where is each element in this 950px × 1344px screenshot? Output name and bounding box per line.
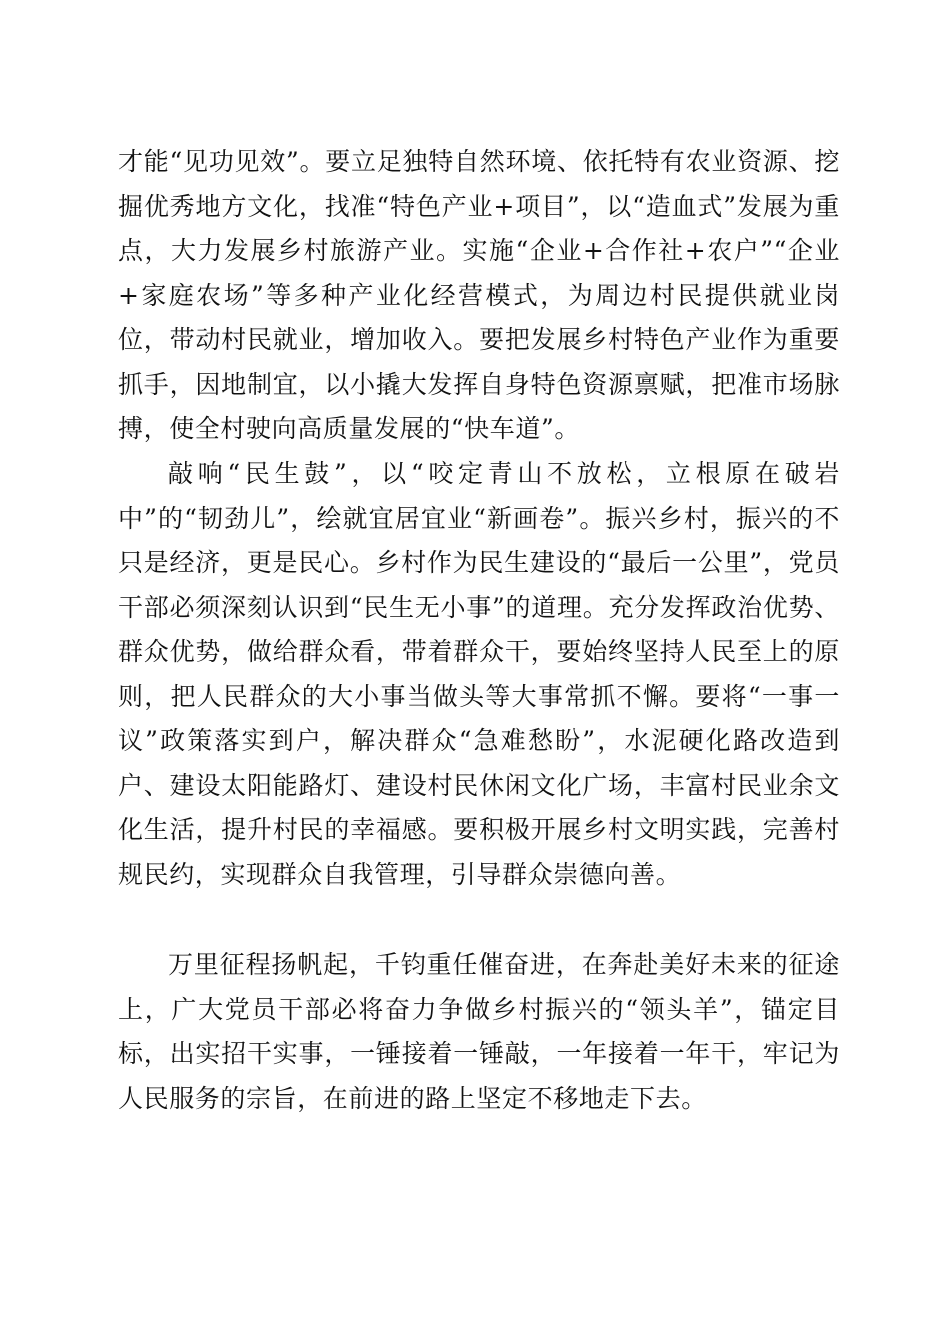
body-paragraph-1 <box>118 140 840 452</box>
paragraph-text: 万里征程扬帆起，千钧重任催奋进，在奔赴美好未来的征途上，广大党员干部必将奋力争做乡村振兴的“领头羊”，锚定目标，出实招干实事，一锤接着一锤敲，一年接着一年干，牢记为人民服务的宗旨，在前进的路上坚定不移地走下去。 <box>118 950 840 1113</box>
body-paragraph-2 <box>118 452 840 897</box>
paragraph-text: 才能“见功见效”。要立足独特自然环境、依托特有农业资源、挖掘优秀地方文化，找准“特色产业+项目”，以“造血式”发展为重点，大力发展乡村旅游产业。实施“企业+合作社+农户”“企业+家庭农场”等多种产业化经营模式，为周边村民提供就业岗位，带动村民就业，增加收入。要把发展乡村特色产业作为重要抓手，因地制宜，以小撬大发挥自身特色资源禀赋，把准市场脉搏，使全村驶向高质量发展的“快车道”。 <box>118 147 840 443</box>
body-paragraph-3 <box>118 943 840 1121</box>
paragraph-text: 敲响“民生鼓”，以“咬定青山不放松，立根原在破岩中”的“韧劲儿”，绘就宜居宜业“新画卷”。振兴乡村，振兴的不只是经济，更是民心。乡村作为民生建设的“最后一公里”，党员干部必须深刻认识到“民生无小事”的道理。充分发挥政治优势、群众优势，做给群众看，带着群众干，要始终坚持人民至上的原则，把人民群众的大小事当做头等大事常抓不懈。要将“一事一议”政策落实到户，解决群众“急难愁盼”，水泥硬化路改造到户、建设太阳能路灯、建设村民休闲文化广场，丰富村民业余文化生活，提升村民的幸福感。要积极开展乡村文明实践，完善村规民约，实现群众自我管理，引导群众崇德向善。 <box>118 459 840 889</box>
